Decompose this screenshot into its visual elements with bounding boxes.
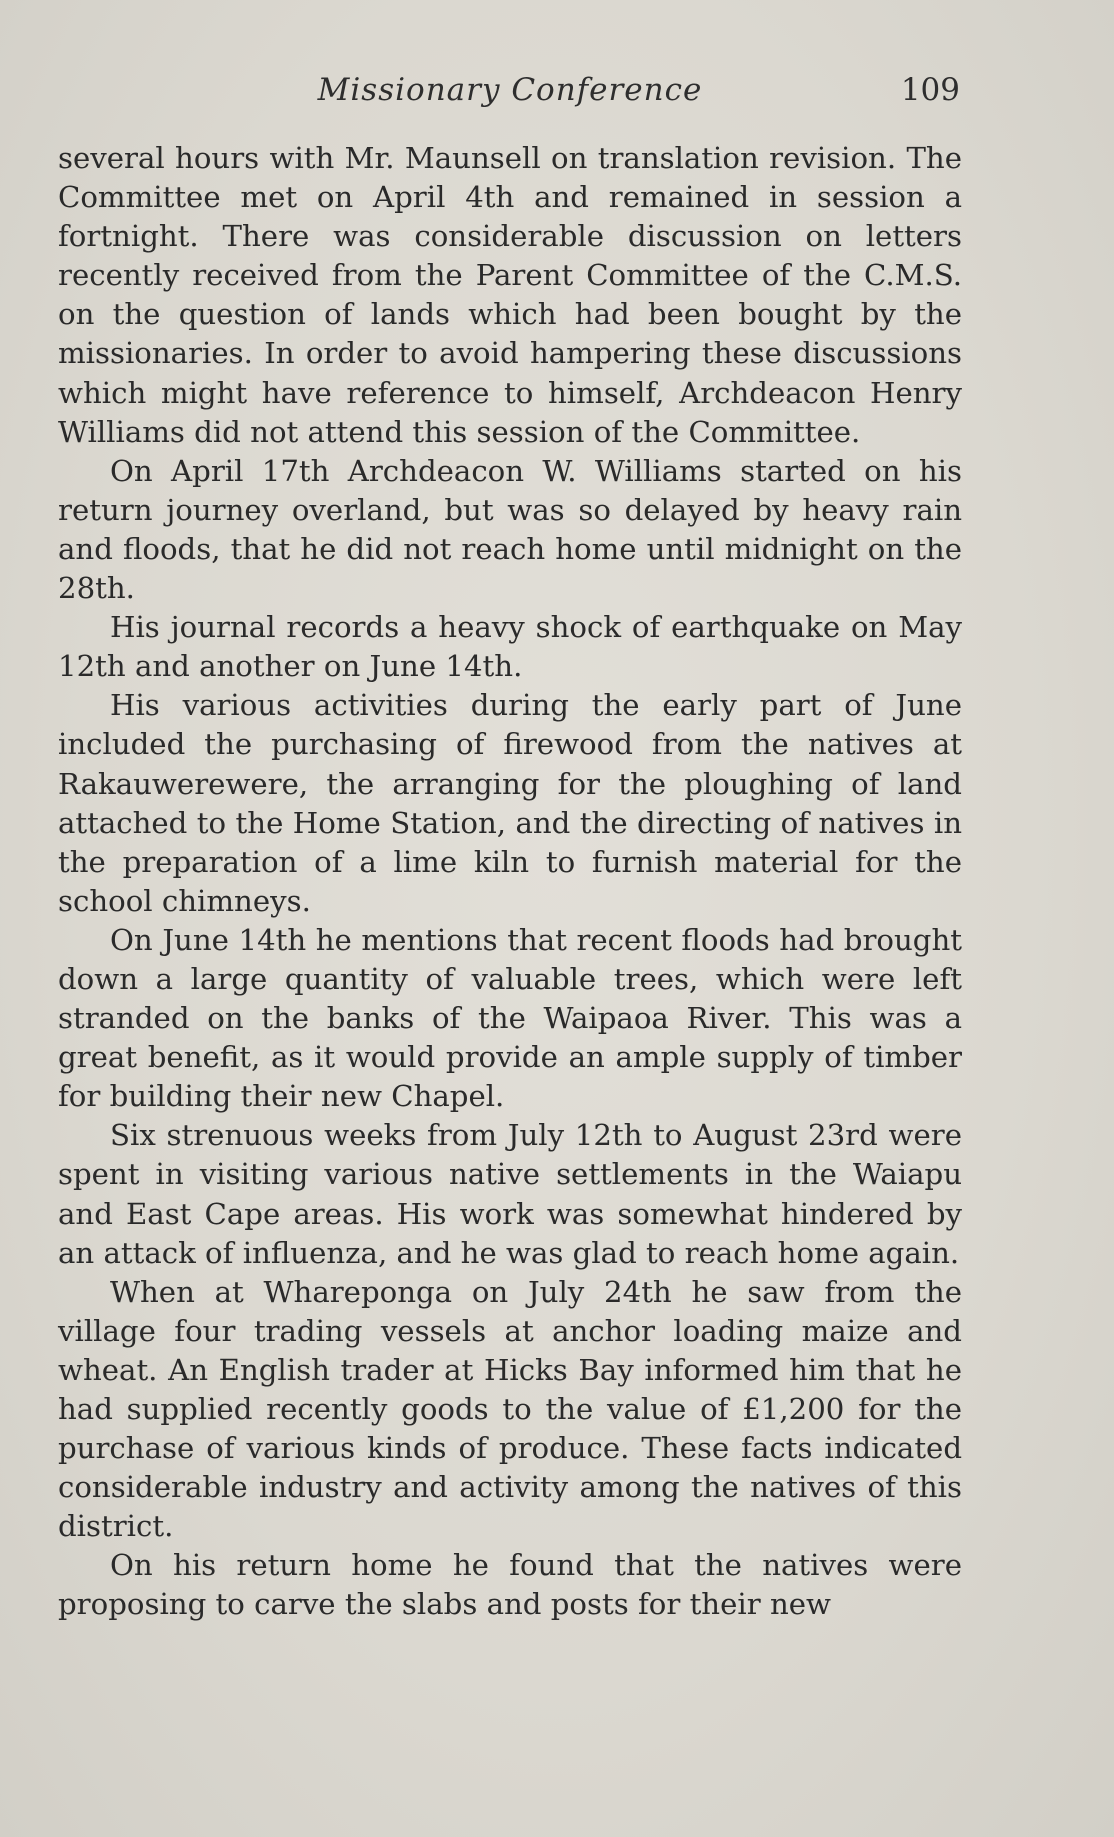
page-number: 109: [900, 72, 960, 108]
paragraph: When at Whareponga on July 24th he saw from the village four trading vessels at anchor loading maize and wheat. An English trader at Hicks Bay informed him that he had supplied recently goods to the value of £1,200 for the purchase of various kinds of produce. These facts indicated considerable industry and activity among the natives of this district.: [58, 1274, 962, 1544]
body-text: [58, 139, 962, 1625]
paragraph: Six strenuous weeks from July 12th to August 23rd were spent in visiting various native settlements in the Waiapu and East Cape areas. His work was somewhat hindered by an attack of influenza, and he was glad to reach home again.: [58, 1118, 962, 1270]
paragraph: His journal records a heavy shock of earthquake on May 12th and another on June 14th.: [58, 610, 962, 684]
paragraph: several hours with Mr. Maunsell on translation revision. The Committee met on April 4th and remained in session a fortnight. There was considerable discussion on letters recently received from the Parent Committee of the C.M.S. on the question of lands which had been bought by the missionaries. In order to avoid hampering these discussions which might have reference to himself, Archdeacon Henry Williams did not attend this session of the Committee.: [58, 141, 962, 449]
paragraph: On his return home he found that the natives were proposing to carve the slabs and posts for their new: [58, 1548, 962, 1622]
running-title: Missionary Conference: [317, 72, 703, 108]
running-head: [58, 72, 962, 122]
paragraph: On June 14th he mentions that recent floods had brought down a large quantity of valuable trees, which were left stranded on the banks of the Waipaoa River. This was a great benefit, as it would provide an ample supply of timber for building their new Chapel.: [58, 922, 962, 1114]
paragraph: On April 17th Archdeacon W. Williams started on his return journey overland, but was so delayed by heavy rain and floods, that he did not reach home until midnight on the 28th.: [58, 453, 962, 606]
paragraph: His various activities during the early part of June included the purchasing of firewood from the natives at Rakauwerewere, the arranging for the ploughing of land attached to the Home Station, and the directing of natives in the preparation of a lime kiln to furnish material for the school chimneys.: [58, 688, 962, 918]
